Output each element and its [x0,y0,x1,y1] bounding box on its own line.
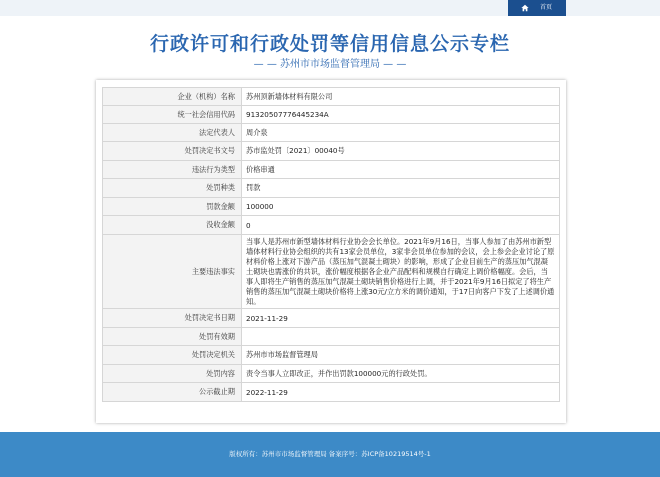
record-table [102,87,560,402]
top-bar [0,0,660,16]
field-value: 苏州市市场监督管理局 [242,346,560,365]
page-footer [0,432,660,477]
field-label: 处罚决定机关 [103,346,242,365]
table-row [103,328,560,346]
field-value: 罚款 [242,179,560,198]
table-row [103,124,560,142]
table-row [103,216,560,235]
field-value: 周介泉 [242,124,560,142]
record-card [96,80,566,423]
field-value [242,328,560,346]
home-icon [521,4,529,12]
field-label: 处罚内容 [103,365,242,383]
field-value: 91320507776445234A [242,106,560,124]
page-subtitle: — — 苏州市市场监督管理局 — — [253,59,407,70]
footer-copyright: 版权所有：苏州市市场监督管理局 备案序号：苏ICP备10219514号-1 [229,450,431,458]
field-label: 公示截止期 [103,383,242,402]
field-label: 罚款金额 [103,198,242,216]
home-label[interactable]: 首页 [540,4,553,11]
table-row [103,346,560,365]
table-row [103,309,560,328]
field-value: 0 [242,216,560,235]
field-value: 当事人是苏州市新型墙体材料行业协会会长单位。2021年9月16日，当事人参加了由苏州市新型墙体材料行业协会组织的共有13家会员单位，3家非会员单位参加的会议，会上参会企业讨论了原材料价格上涨对下游产品（蒸压加气混凝土砌块）的影响，形成了企业目前生产的蒸压加气混凝土砌块也需涨价的共识，涨价幅度根据各企业产品配料和规模自行确定上调价格幅度。会后，当事人即将生产销售的蒸压加气混凝土砌块销售价格进行上调，并于2021年9月16日拟定了将生产销售的蒸压加气混凝土砌块价格将上涨30元/立方米的调价通知，于17日向客户下发了上述调价通知。 [242,235,560,309]
table-row [103,235,560,309]
field-value: 责令当事人立即改正，并作出罚款100000元的行政处罚。 [242,365,560,383]
field-label: 违法行为类型 [103,161,242,179]
table-row [103,106,560,124]
field-value: 苏市监处罚〔2021〕00040号 [242,142,560,161]
field-label: 统一社会信用代码 [103,106,242,124]
field-value: 价格串通 [242,161,560,179]
field-value: 苏州顶新墙体材料有限公司 [242,88,560,106]
field-label: 处罚决定书日期 [103,309,242,328]
field-label: 法定代表人 [103,124,242,142]
home-link[interactable] [508,0,566,16]
field-label: 企业（机构）名称 [103,88,242,106]
field-label: 处罚决定书文号 [103,142,242,161]
field-value: 2022-11-29 [242,383,560,402]
field-label: 没收金额 [103,216,242,235]
page-header [0,16,660,72]
table-row [103,383,560,402]
table-row [103,365,560,383]
table-row [103,142,560,161]
field-label: 处罚有效期 [103,328,242,346]
table-row [103,88,560,106]
field-label: 处罚种类 [103,179,242,198]
page-title: 行政许可和行政处罚等信用信息公示专栏 [149,33,510,55]
table-row [103,198,560,216]
table-row [103,161,560,179]
field-value: 100000 [242,198,560,216]
field-label: 主要违法事实 [103,235,242,309]
field-value: 2021-11-29 [242,309,560,328]
table-row [103,179,560,198]
